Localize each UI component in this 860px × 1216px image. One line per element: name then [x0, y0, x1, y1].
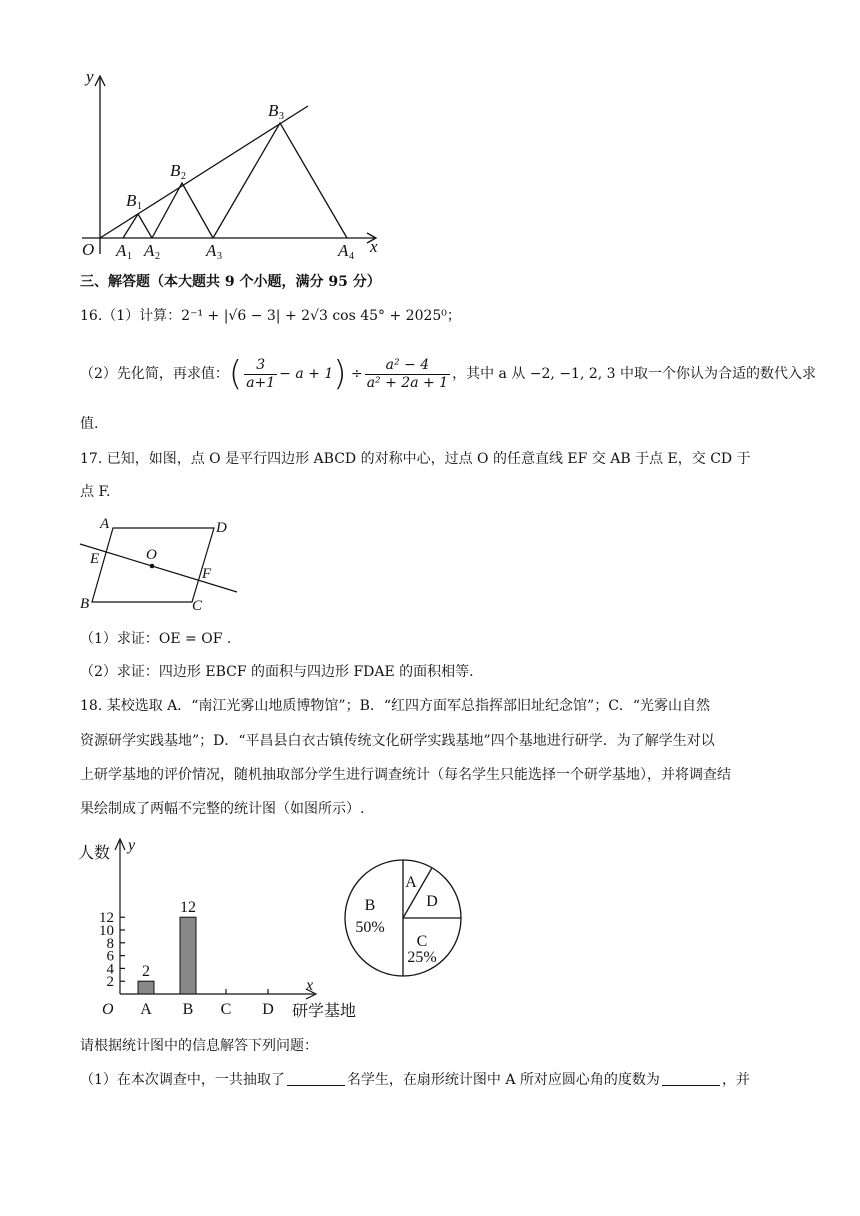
label-A3: A	[206, 241, 217, 260]
q18-line4: 果绘制成了两幅不完整的统计图（如图所示）.	[80, 801, 365, 817]
section-title: 三、解答题（本大题共 9 个小题，满分 95 分）	[80, 274, 381, 290]
ray-line	[100, 106, 308, 238]
fraction-2-den: a² + 2a + 1	[366, 374, 449, 391]
bar-ytick-label: 6	[106, 948, 114, 965]
bar-y-symbol: y	[128, 837, 136, 854]
q18-question1	[80, 1070, 750, 1090]
bar-xtick-label: C	[220, 1001, 232, 1018]
y-label: y	[86, 67, 94, 86]
sub-B2: 2	[181, 171, 186, 182]
q16-part1	[80, 306, 461, 326]
bar-ytick-label: 10	[99, 923, 114, 939]
pie-percent-C: 25%	[407, 949, 437, 966]
label-B1: B	[126, 191, 137, 210]
bar-A	[138, 981, 154, 994]
bar-x-symbol: x	[306, 977, 314, 994]
bar-xlabel: 研学基地	[292, 1003, 357, 1020]
line-EF	[80, 544, 237, 592]
bar-origin: O	[102, 1001, 114, 1018]
label-B: B	[80, 596, 90, 612]
q18-line1: 18. 某校选取 A．“南江光雾山地质博物馆”；B．“红四方面军总指挥部旧址纪念馆”；C．“光雾山自然	[80, 698, 711, 714]
bar-ytick-label: 2	[106, 974, 114, 991]
label-A4: A	[338, 241, 349, 260]
label-O: O	[146, 547, 157, 563]
q18-line2: 资源研学实践基地”；D．“平昌县白衣古镇传统文化研学实践基地”四个基地进行研学．为了解学生对以	[80, 733, 715, 749]
q16-part2	[80, 352, 816, 396]
fraction-mid-terms: − a + 1	[279, 366, 334, 382]
pie-label-A: A	[405, 874, 417, 891]
fraction-1	[244, 357, 277, 392]
q16-part2-prefix: （2）先化简，再求值：	[80, 366, 229, 382]
sub-A3: 3	[217, 251, 222, 262]
right-paren: )	[333, 354, 347, 394]
pie-label-B: B	[364, 897, 376, 914]
label-F: F	[202, 566, 212, 582]
q18-prompt: 请根据统计图中的信息解答下列问题：	[80, 1038, 318, 1054]
q18-q1-part-a: （1）在本次调查中，一共抽取了	[80, 1072, 285, 1088]
pie-label-D: D	[426, 893, 438, 910]
q16-part2-end: 值.	[80, 416, 99, 432]
answer-blank-1[interactable]	[287, 1071, 345, 1086]
pie-percent-B: 50%	[355, 919, 385, 936]
q16-part1-end: ；	[446, 308, 461, 324]
sub-A1: 1	[127, 251, 132, 262]
label-B2: B	[170, 161, 181, 180]
triangle-3	[213, 123, 347, 238]
center-point-O	[150, 564, 155, 569]
bar-chart	[76, 834, 366, 1024]
answer-blank-2[interactable]	[662, 1071, 720, 1086]
label-B3: B	[268, 101, 279, 120]
division-sign: ÷	[350, 366, 363, 382]
q18-q1-part-c: ，并	[721, 1072, 750, 1088]
bar-ylabel: 人数	[78, 845, 111, 862]
fraction-2	[365, 357, 450, 392]
bar-xtick-label: D	[262, 1001, 274, 1018]
bar-ytick-label: 12	[99, 910, 114, 927]
triangle-sequence-figure	[70, 66, 390, 266]
sub-A4: 4	[349, 251, 354, 262]
triangle-1	[123, 214, 152, 238]
sub-B3: 3	[279, 111, 284, 122]
q17-line2: 点 F.	[80, 484, 111, 500]
bar-xtick-label: B	[182, 1001, 194, 1018]
bar-ytick-label: 8	[106, 935, 114, 952]
bar-B	[180, 917, 196, 994]
label-A2: A	[144, 241, 155, 260]
fraction-2-num: a² − 4	[365, 357, 450, 375]
x-label: x	[370, 237, 378, 256]
origin-label: O	[82, 240, 95, 259]
q18-q1-part-b: 名学生，在扇形统计图中 A 所对应圆心角的度数为	[346, 1072, 660, 1088]
bar-data-label: 2	[142, 963, 150, 981]
sub-B1: 1	[137, 201, 142, 212]
fraction-1-den: a+1	[246, 374, 276, 391]
bar-data-label: 12	[180, 899, 196, 917]
triangle-2	[152, 183, 213, 238]
pie-chart	[340, 854, 470, 984]
bar-ytick-label: 4	[106, 961, 114, 978]
left-paren: (	[228, 354, 243, 394]
pie-label-C: C	[416, 933, 428, 950]
label-C: C	[192, 598, 203, 614]
label-A: A	[100, 516, 110, 532]
label-D: D	[216, 520, 227, 536]
bar-xtick-label: A	[140, 1001, 152, 1018]
q16-part1-expr: 2⁻¹ + |√6 − 3| + 2√3 cos 45° + 2025⁰	[181, 308, 447, 324]
q16-part2-suffix: ，其中 a 从 −2, −1, 2, 3 中取一个你认为合适的数代入求	[452, 366, 817, 382]
label-E: E	[90, 551, 100, 567]
parallelogram-figure	[74, 514, 254, 618]
q17-line1: 17. 已知，如图，点 O 是平行四边形 ABCD 的对称中心，过点 O 的任意直线 EF 交 AB 于点 E，交 CD 于	[80, 451, 751, 467]
q16-part1-prefix: 16.（1）计算：	[80, 308, 182, 324]
fraction-1-num: 3	[244, 357, 277, 375]
q17-part1: （1）求证：OE = OF .	[80, 631, 232, 647]
q18-line3: 上研学基地的评价情况，随机抽取部分学生进行调查统计（每名学生只能选择一个研学基地），并将调查结	[80, 767, 731, 783]
q17-part2: （2）求证：四边形 EBCF 的面积与四边形 FDAE 的面积相等.	[80, 664, 474, 680]
sub-A2: 2	[155, 251, 160, 262]
label-A1: A	[116, 241, 127, 260]
